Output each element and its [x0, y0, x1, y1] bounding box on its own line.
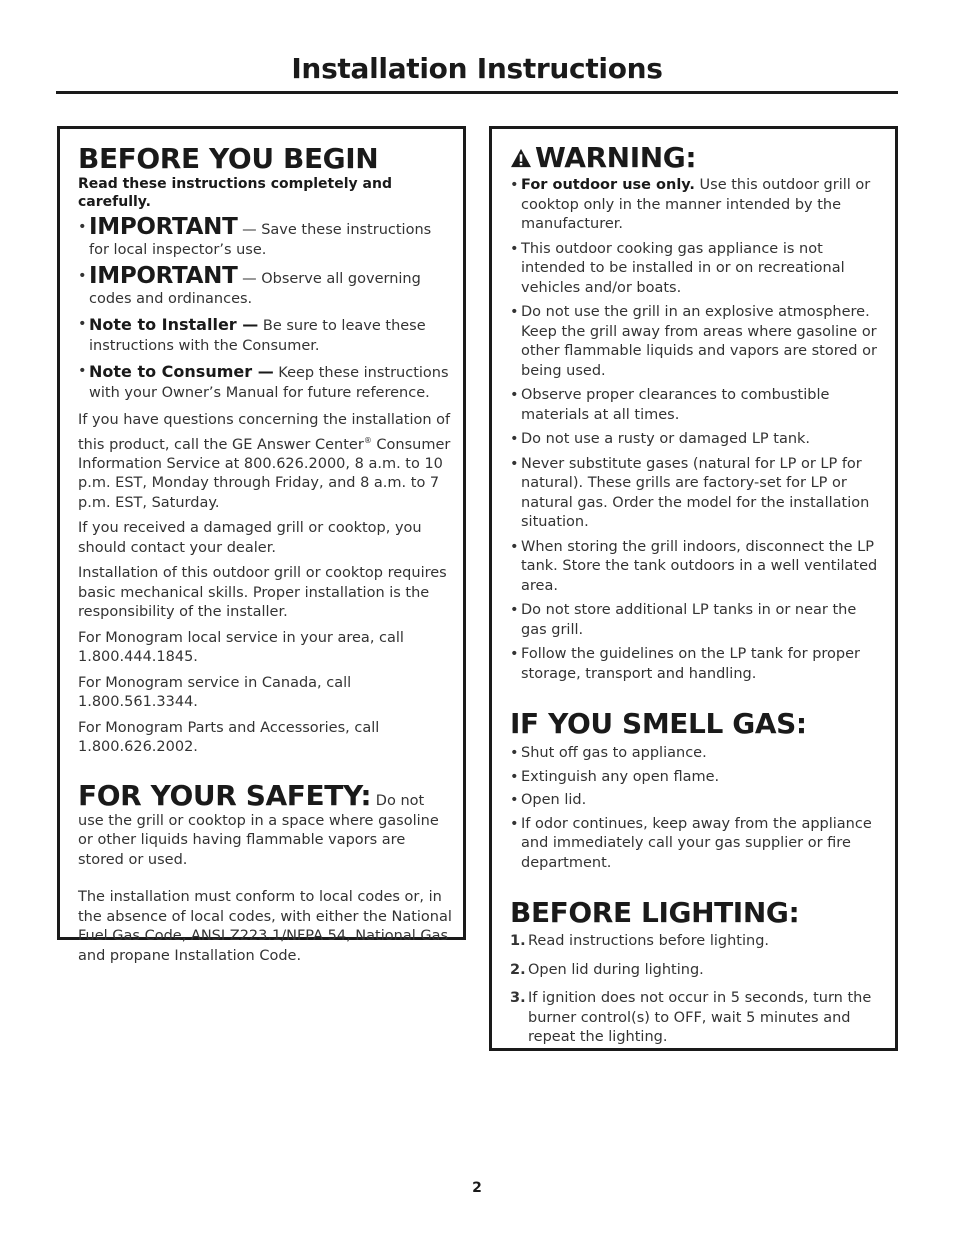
warning-item: • Observe proper clearances to combustible materials at all times.	[510, 386, 883, 425]
questions-paragraph	[78, 411, 453, 513]
before-you-begin-box	[57, 126, 466, 964]
canada-service-paragraph: For Monogram service in Canada, call 1.800.561.3344.	[78, 674, 352, 711]
step-text: Read instructions before lighting.	[528, 933, 770, 949]
step-text: If ignition does not occur in 5 seconds, turn the burner control(s) to OFF, wait 5 minutes and repeat the lighting.	[528, 990, 872, 1045]
questions-text: Consumer Information Service at 800.626.2000, 8 a.m. to 10 p.m. EST, Monday through Friday, and 8 a.m. to 7 p.m. EST, Saturday.	[78, 436, 451, 511]
before-lighting-heading: BEFORE LIGHTING:	[510, 896, 800, 929]
step-number: 3.	[510, 990, 526, 1006]
important-item	[78, 214, 453, 260]
page-number: 2	[472, 1180, 482, 1196]
smell-gas-item: • If odor continues, keep away from the appliance and immediately call your gas supplier or fire department.	[510, 815, 883, 874]
registered-mark: ®	[363, 435, 372, 445]
note-label: Note to Installer —	[89, 315, 259, 334]
step-text: Open lid during lighting.	[528, 961, 704, 978]
warning-item: • Do not store additional LP tanks in or near the gas grill.	[510, 601, 883, 640]
smell-gas-item: • Open lid.	[510, 791, 883, 811]
before-you-begin-heading: BEFORE YOU BEGIN	[78, 142, 379, 175]
important-list	[78, 214, 453, 403]
step-number: 1.	[510, 933, 526, 949]
questions-text: If you have questions concerning the installation of this product, call the GE Answer Center	[78, 412, 451, 453]
warning-item: • When storing the grill indoors, disconnect the LP tank. Store the tank outdoors in a well ventilated area.	[510, 538, 883, 597]
smell-gas-item: • Shut off gas to appliance.	[510, 744, 883, 764]
lighting-step	[510, 932, 883, 952]
warning-box	[489, 126, 898, 1051]
warning-item-text: Use this outdoor grill or cooktop only in the manner intended by the manufacturer.	[521, 177, 871, 232]
local-service-paragraph: For Monogram local service in your area, call 1.800.444.1845.	[78, 629, 404, 666]
note-to-installer	[78, 315, 453, 356]
important-item	[78, 263, 453, 309]
smell-gas-item: • Extinguish any open flame.	[510, 768, 883, 788]
page-title: Installation Instructions	[291, 52, 663, 85]
parts-paragraph: For Monogram Parts and Accessories, call 1.800.626.2002.	[78, 719, 380, 756]
important-text: — Save these instructions for local inspector’s use.	[89, 222, 432, 258]
warning-list	[510, 176, 883, 684]
smell-gas-heading: IF YOU SMELL GAS:	[510, 707, 807, 740]
note-text: Keep these instructions with your Owner’s Manual for future reference.	[89, 365, 449, 401]
for-your-safety-text: Do not use the grill or cooktop in a space where gasoline or other liquids having flammable vapors are stored or used.	[78, 792, 439, 868]
lighting-step	[510, 989, 883, 1048]
damaged-paragraph: If you received a damaged grill or cooktop, you should contact your dealer.	[78, 520, 422, 556]
note-text: Be sure to leave these instructions with the Consumer.	[89, 318, 426, 354]
warning-item: • Follow the guidelines on the LP tank for proper storage, transport and handling.	[510, 645, 883, 684]
before-lighting-list	[510, 932, 883, 1048]
warning-item: • This outdoor cooking gas appliance is not intended to be installed in or on recreational vehicles and/or boats.	[510, 240, 883, 299]
smell-gas-list	[510, 744, 883, 873]
step-number: 2.	[510, 961, 526, 978]
important-label: IMPORTANT	[89, 214, 238, 240]
skills-paragraph: Installation of this outdoor grill or cooktop requires basic mechanical skills. Proper installation is the responsibility of the installer.	[78, 565, 447, 621]
important-text: — Observe all governing codes and ordinances.	[89, 271, 421, 307]
warning-heading-row	[510, 142, 883, 174]
for-your-safety-heading: FOR YOUR SAFETY:	[78, 778, 372, 812]
warning-item: • Never substitute gases (natural for LP or LP for natural). These grills are factory-set for LP or natural gas. Order the model for the installation situation.	[510, 455, 883, 533]
warning-item: • Do not use a rusty or damaged LP tank.	[510, 430, 883, 450]
for-your-safety-block	[78, 780, 453, 871]
note-label: Note to Consumer —	[89, 362, 274, 381]
title-divider	[56, 91, 898, 94]
warning-heading: WARNING:	[535, 141, 697, 174]
warning-item-bold: For outdoor use only.	[521, 177, 695, 193]
warning-triangle-icon	[510, 148, 532, 168]
warning-item	[510, 176, 883, 235]
before-you-begin-subheading: Read these instructions completely and carefully.	[78, 176, 392, 210]
lighting-step	[510, 961, 883, 981]
note-to-consumer	[78, 362, 453, 403]
codes-paragraph: The installation must conform to local codes or, in the absence of local codes, with either the National Fuel Gas Code, ANSI Z223.1/NFPA 54, National Gas and propane Installation Code.	[78, 889, 452, 964]
important-label: IMPORTANT	[89, 263, 238, 289]
warning-item: • Do not use the grill in an explosive atmosphere. Keep the grill away from areas where gasoline or other flammable liquids and vapors are stored or being used.	[510, 303, 883, 381]
